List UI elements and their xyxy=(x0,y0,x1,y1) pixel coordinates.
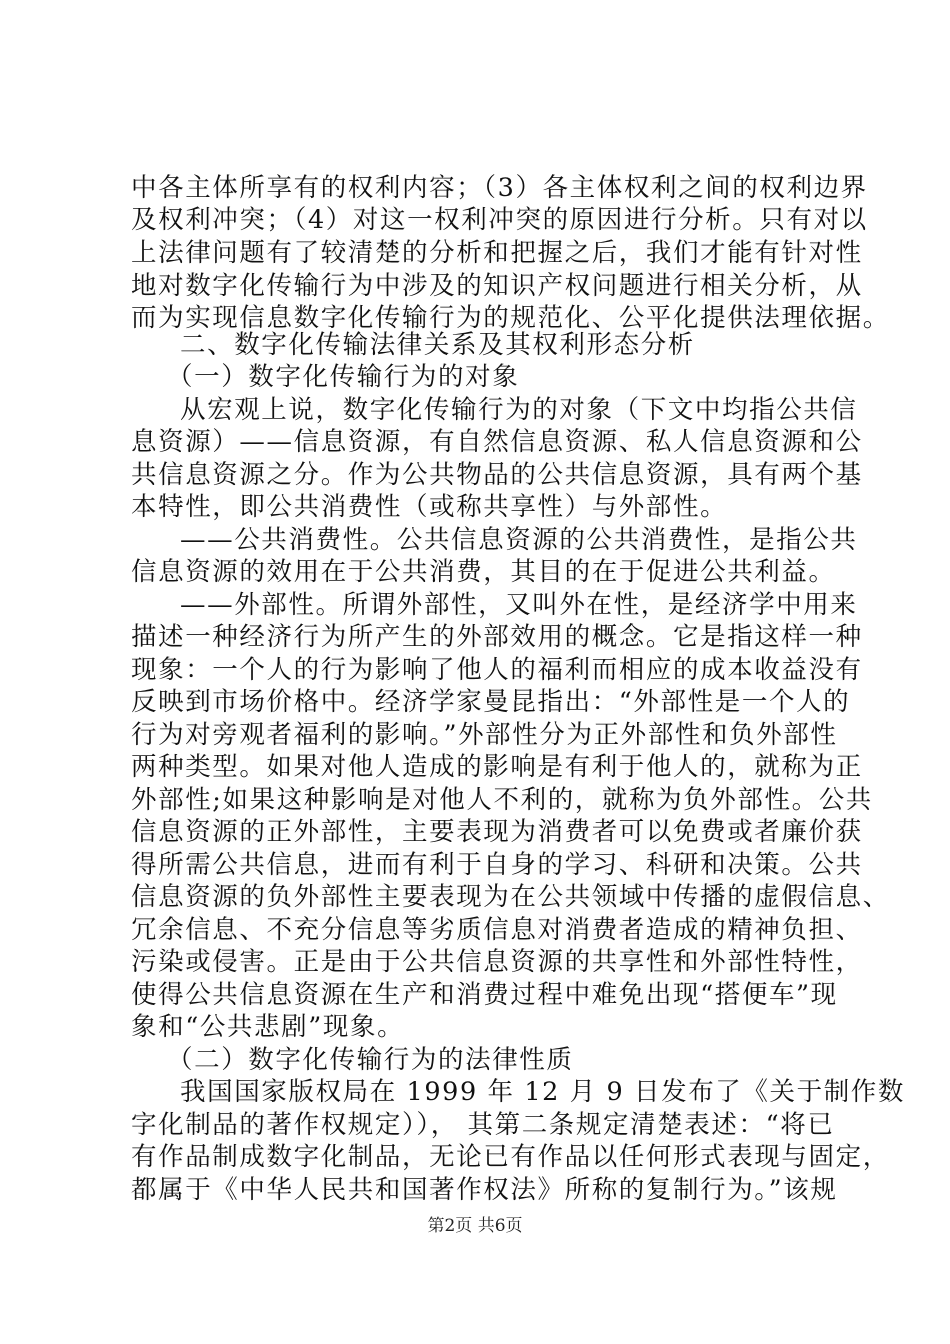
text-line: ——外部性。所谓外部性，又叫外在性，是经济学中用来 xyxy=(180,590,858,620)
text-line: 信息资源的负外部性主要表现为在公共领域中传播的虚假信息、 xyxy=(131,882,890,912)
text-line: 外部性;如果这种影响是对他人不利的，就称为负外部性。公共 xyxy=(131,785,873,815)
text-line: 反映到市场价格中。经济学家曼昆指出：“外部性是一个人的 xyxy=(131,687,851,717)
text-line: 本特性，即公共消费性（或称共享性）与外部性。 xyxy=(131,492,728,522)
text-line: 两种类型。如果对他人造成的影响是有利于他人的，就称为正 xyxy=(131,752,863,782)
text-line: 息资源）——信息资源，有自然信息资源、私人信息资源和公 xyxy=(131,427,863,457)
text-line: 字化制品的著作权规定））， 其第二条规定清楚表述：“将已 xyxy=(131,1110,835,1140)
text-line: 及权利冲突；（4）对这一权利冲突的原因进行分析。只有对以 xyxy=(131,205,868,235)
text-line: 象和“公共悲剧”现象。 xyxy=(131,1012,405,1042)
text-line: 从宏观上说，数字化传输行为的对象（下文中均指公共信 xyxy=(180,395,858,425)
page-number: 第2页 共6页 xyxy=(427,1216,523,1236)
text-line: 我国国家版权局在 1999 年 12 月 9 日发布了《关于制作数 xyxy=(180,1077,906,1107)
text-line: 都属于《中华人民共和国著作权法》所称的复制行为。”该规 xyxy=(131,1175,838,1205)
text-line: 而为实现信息数字化传输行为的规范化、公平化提供法理依据。 xyxy=(131,303,890,333)
text-line: 信息资源的效用在于公共消费，其目的在于促进公共利益。 xyxy=(131,557,836,587)
text-line: 冗余信息、不充分信息等劣质信息对消费者造成的精神负担、 xyxy=(131,915,863,945)
text-line: 描述一种经济行为所产生的外部效用的概念。它是指这样一种 xyxy=(131,622,863,652)
subsection-heading: （一）数字化传输行为的对象 xyxy=(167,362,520,392)
text-line: ——公共消费性。公共信息资源的公共消费性，是指公共 xyxy=(180,525,858,555)
text-line: 行为对旁观者福利的影响。”外部性分为正外部性和负外部性 xyxy=(131,720,838,750)
text-line: 中各主体所享有的权利内容；（3）各主体权利之间的权利边界 xyxy=(131,173,868,203)
text-line: 得所需公共信息，进而有利于自身的学习、科研和决策。公共 xyxy=(131,850,863,880)
text-line: 共信息资源之分。作为公共物品的公共信息资源，具有两个基 xyxy=(131,460,863,490)
text-line: 使得公共信息资源在生产和消费过程中难免出现“搭便车”现 xyxy=(131,980,838,1010)
text-line: 地对数字化传输行为中涉及的知识产权问题进行相关分析，从 xyxy=(131,271,863,301)
text-line: 信息资源的正外部性，主要表现为消费者可以免费或者廉价获 xyxy=(131,817,863,847)
text-line: 有作品制成数字化制品，无论已有作品以任何形式表现与固定， xyxy=(131,1142,890,1172)
subsection-heading: （二）数字化传输行为的法律性质 xyxy=(167,1045,574,1075)
text-line: 上法律问题有了较清楚的分析和把握之后，我们才能有针对性 xyxy=(131,238,863,268)
text-line: 现象：一个人的行为影响了他人的福利而相应的成本收益没有 xyxy=(131,655,863,685)
section-heading: 二、数字化传输法律关系及其权利形态分析 xyxy=(180,330,695,360)
text-line: 污染或侵害。正是由于公共信息资源的共享性和外部性特性， xyxy=(131,947,863,977)
